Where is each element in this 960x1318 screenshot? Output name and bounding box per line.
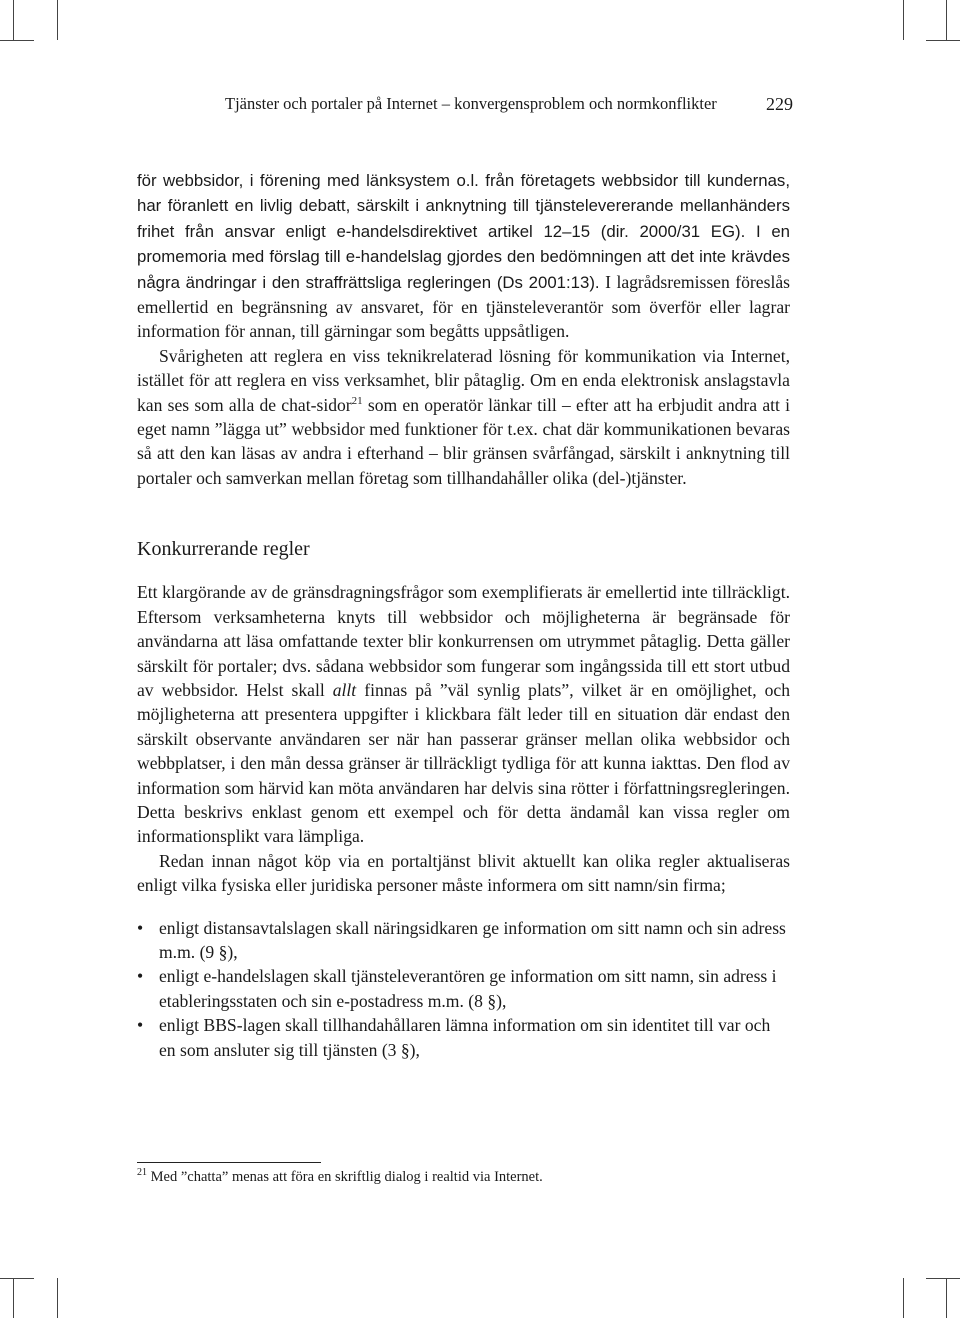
paragraph-1-part-a: för webbsidor, i förening med länksystem o.l. från företagets webbsidor till kundernas, har föranlett en livlig debatt, särskilt i anknytning till tjänstelevererande mellanhänders frihet från ansvar enligt e-handelsdirektivet artikel 12–15 (dir. 2000/31 EG).: [137, 171, 790, 241]
paragraph-1-part-b: I en promemoria med förslag till e-handelslag gjordes den bedömningen att det inte krävdes några ändringar i den straffrättsliga regleringen (Ds 2001:13).: [137, 221, 790, 292]
crop-mark-bottom-left-v2: [57, 1278, 58, 1318]
crop-mark-bottom-left-h: [0, 1278, 34, 1279]
footnote-ref-21: 21: [351, 394, 363, 407]
paragraph-3: [137, 580, 790, 848]
list-item-text: enligt e-handelslagen skall tjänsteleverantören ge information om sitt namn, sin adress i etableringsstaten och sin e-postadress m.m. (8 §),: [159, 966, 777, 1011]
list-item: [137, 964, 790, 1013]
footnote-text: Med ”chatta” menas att föra en skriftlig dialog i realtid via Internet.: [147, 1169, 543, 1185]
bullet-marker: •: [137, 917, 144, 938]
page-number: 229: [766, 94, 793, 114]
running-title: Tjänster och portaler på Internet – konvergensproblem och normkonflikter: [225, 94, 717, 113]
crop-mark-top-left-v: [13, 0, 14, 40]
crop-mark-top-left-h: [0, 40, 34, 41]
footnote-rule: [137, 1162, 321, 1163]
crop-mark-top-left-v2: [57, 0, 58, 40]
crop-mark-top-right-h: [926, 40, 960, 41]
list-item: [137, 1013, 790, 1062]
bullet-marker: •: [137, 966, 144, 987]
footnote-number: 21: [137, 1167, 147, 1179]
bullet-list: [137, 916, 790, 1062]
crop-mark-top-right-v2: [946, 0, 947, 40]
paragraph-1-part-c: I lagrådsremissen föreslås emellertid en begränsning av ansvaret, för en tjänsteleverantör som överför eller lagrar information för annan, till gärningar som begåtts uppsåtligen.: [137, 271, 790, 342]
section-heading: Konkurrerande regler: [137, 538, 310, 561]
paragraph-3-text-b: finnas på ”väl synlig plats”, vilket är en omöjlighet, och möjligheterna att presentera uppgifter i klickbara fält leder till en situation där endast den särskilt observante användaren ser när han passerar gränser mellan olika webbsidor och webbplatser, i den mån dessa gränser är tillräckligt tydliga för att kunna iakttas. Den flod av information som härvid kan möta användaren har delvis sina rötter i författningsregleringen. Detta beskrivs enklast genom ett exempel och för detta ändamål kan vissa regler om informationsplikt vara lämpliga.: [137, 679, 791, 847]
paragraph-2-text-a: Svårigheten att reglera en viss teknikrelaterad lösning för kommunikation via Internet, istället för att reglera en viss verksamhet, blir påtaglig. Om en enda elektronisk anslagstavla kan ses som alla de chat-sidor: [137, 345, 790, 415]
paragraph-3-text-a: Ett klargörande av de gränsdragningsfrågor som exemplifierats är emellertid inte tillräckligt. Eftersom verksamheterna knyts till webbsidor och möjligheterna är begränsade för användarna att läsa omfattande texter blir konkurrensen om utrymmet påtaglig. Detta gäller särskilt för portaler; dvs. sådana webbsidor som fungerar som ingångssida till ett stort utbud av webbsidor. Helst skall: [137, 582, 790, 700]
paragraph-3-emphasis: allt: [332, 679, 357, 700]
list-item-text: enligt distansavtalslagen skall näringsidkaren ge information om sitt namn och sin adress m.m. (9 §),: [159, 917, 786, 962]
footnote: [137, 1167, 790, 1187]
crop-mark-bottom-right-v2: [946, 1278, 947, 1318]
list-item: [137, 916, 790, 965]
paragraph-1: [137, 168, 790, 344]
paragraph-2: [137, 344, 790, 490]
running-header: [225, 92, 793, 116]
list-item-text: enligt BBS-lagen skall tillhandahållaren lämna information om sin identitet till var och en som ansluter sig till tjänsten (3 §),: [159, 1015, 771, 1060]
paragraph-2-text-b: som en operatör länkar till – efter att ha erbjudit andra att i eget namn ”lägga ut” webbsidor med funktioner för t.ex. chat där kommunikationen bevaras så att den kan läsas av andra i efterhand – blir gränsen svårfångad, särskilt i anknytning till portaler och samverkan mellan företag som tillhandahåller olika (del-)tjänster.: [137, 394, 791, 488]
crop-mark-bottom-left-v: [13, 1278, 14, 1318]
paragraph-4: Redan innan något köp via en portaltjänst blivit aktuellt kan olika regler aktualiseras enligt vilka fysiska eller juridiska personer måste informera om sitt namn/sin firma;: [137, 850, 790, 896]
crop-mark-bottom-right-h: [926, 1278, 960, 1279]
crop-mark-top-right-v: [903, 0, 904, 40]
page-body: [137, 168, 790, 1062]
bullet-marker: •: [137, 1015, 144, 1036]
crop-mark-bottom-right-v: [903, 1278, 904, 1318]
